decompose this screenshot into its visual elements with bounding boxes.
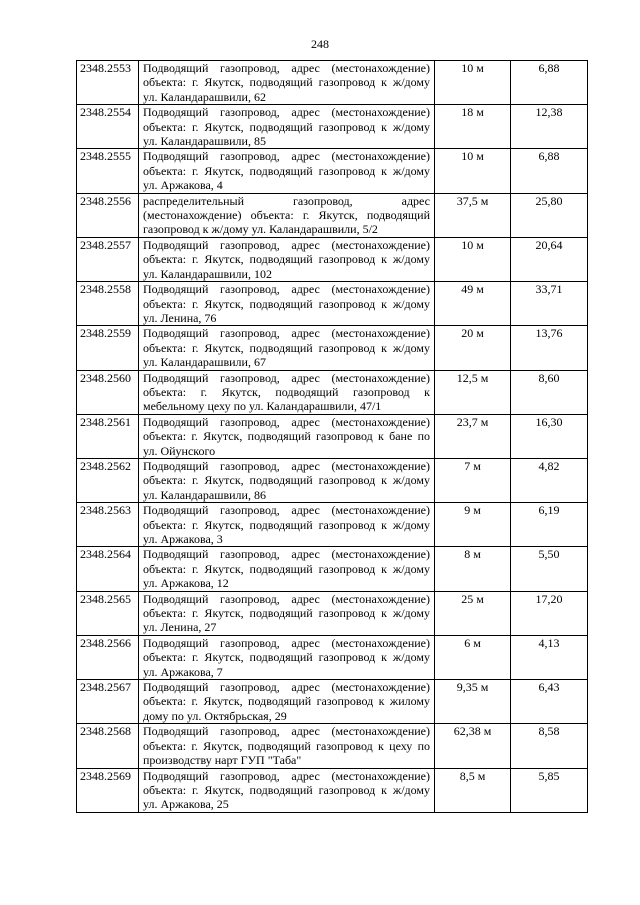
row-cost: 5,50 [511, 547, 588, 591]
row-number: 2348.2554 [77, 105, 139, 149]
row-description: Подводящий газопровод, адрес (местонахождение) объекта: г. Якутск, подводящий газопровод к ж/дому ул. Каландарашвили, 62 [139, 61, 435, 105]
row-length: 8 м [435, 547, 511, 591]
table-row [77, 237, 588, 281]
row-cost: 6,19 [511, 503, 588, 547]
table-row [77, 635, 588, 679]
table-row [77, 414, 588, 458]
row-cost: 6,88 [511, 61, 588, 105]
row-description: Подводящий газопровод, адрес (местонахождение) объекта: г. Якутск, подводящий газопровод к ж/дому ул. Каландарашвили, 67 [139, 326, 435, 370]
table-body [77, 61, 588, 813]
table-row [77, 61, 588, 105]
row-length: 9 м [435, 503, 511, 547]
row-cost: 13,76 [511, 326, 588, 370]
row-cost: 8,58 [511, 724, 588, 768]
row-cost: 17,20 [511, 591, 588, 635]
row-cost: 5,85 [511, 768, 588, 812]
table-row [77, 193, 588, 237]
row-cost: 6,88 [511, 149, 588, 193]
row-description: Подводящий газопровод, адрес (местонахождение) объекта: г. Якутск, подводящий газопровод к ж/дому ул. Аржакова, 7 [139, 635, 435, 679]
row-cost: 33,71 [511, 282, 588, 326]
row-number: 2348.2553 [77, 61, 139, 105]
table-row [77, 503, 588, 547]
row-cost: 6,43 [511, 680, 588, 724]
row-length: 9,35 м [435, 680, 511, 724]
row-length: 62,38 м [435, 724, 511, 768]
row-length: 25 м [435, 591, 511, 635]
row-cost: 12,38 [511, 105, 588, 149]
row-number: 2348.2557 [77, 237, 139, 281]
row-number: 2348.2559 [77, 326, 139, 370]
row-length: 37,5 м [435, 193, 511, 237]
row-cost: 8,60 [511, 370, 588, 414]
row-number: 2348.2568 [77, 724, 139, 768]
row-cost: 4,82 [511, 458, 588, 502]
row-description: Подводящий газопровод, адрес (местонахождение) объекта: г. Якутск, подводящий газопровод к жилому дому по ул. Октябрьская, 29 [139, 680, 435, 724]
row-number: 2348.2556 [77, 193, 139, 237]
table-row [77, 680, 588, 724]
row-number: 2348.2562 [77, 458, 139, 502]
row-description: Подводящий газопровод, адрес (местонахождение) объекта: г. Якутск, подводящий газопровод к ж/дому ул. Ленина, 27 [139, 591, 435, 635]
row-description: Подводящий газопровод, адрес (местонахождение) объекта: г. Якутск, подводящий газопровод к ж/дому ул. Ленина, 76 [139, 282, 435, 326]
row-length: 12,5 м [435, 370, 511, 414]
row-length: 10 м [435, 237, 511, 281]
row-number: 2348.2560 [77, 370, 139, 414]
row-length: 10 м [435, 149, 511, 193]
row-description: Подводящий газопровод, адрес (местонахождение) объекта: г. Якутск, подводящий газопровод к ж/дому ул. Аржакова, 25 [139, 768, 435, 812]
row-cost: 16,30 [511, 414, 588, 458]
row-number: 2348.2569 [77, 768, 139, 812]
row-cost: 25,80 [511, 193, 588, 237]
table-row [77, 724, 588, 768]
table-row [77, 768, 588, 812]
table-row [77, 282, 588, 326]
row-length: 6 м [435, 635, 511, 679]
row-number: 2348.2561 [77, 414, 139, 458]
row-description: Подводящий газопровод, адрес (местонахождение) объекта: г. Якутск, подводящий газопровод к цеху по производству нарт ГУП "Таба" [139, 724, 435, 768]
row-cost: 20,64 [511, 237, 588, 281]
table-row [77, 326, 588, 370]
row-length: 18 м [435, 105, 511, 149]
row-length: 8,5 м [435, 768, 511, 812]
row-description: Подводящий газопровод, адрес (местонахождение) объекта: г. Якутск, подводящий газопровод к ж/дому ул. Аржакова, 3 [139, 503, 435, 547]
row-description: распределительный газопровод, адрес (местонахождение) объекта: г. Якутск, подводящий газопровод к ж/дому ул. Каландарашвили, 5/2 [139, 193, 435, 237]
table-row [77, 591, 588, 635]
row-description: Подводящий газопровод, адрес (местонахождение) объекта: г. Якутск, подводящий газопровод к ж/дому ул. Каландарашвили, 102 [139, 237, 435, 281]
property-registry-table [76, 60, 588, 813]
row-length: 7 м [435, 458, 511, 502]
page-number: 248 [311, 37, 329, 51]
row-description: Подводящий газопровод, адрес (местонахождение) объекта: г. Якутск, подводящий газопровод к мебельному цеху по ул. Каландарашвили, 47/1 [139, 370, 435, 414]
table-row [77, 370, 588, 414]
row-number: 2348.2555 [77, 149, 139, 193]
row-cost: 4,13 [511, 635, 588, 679]
row-number: 2348.2558 [77, 282, 139, 326]
row-length: 23,7 м [435, 414, 511, 458]
row-description: Подводящий газопровод, адрес (местонахождение) объекта: г. Якутск, подводящий газопровод к ж/дому ул. Каландарашвили, 86 [139, 458, 435, 502]
row-description: Подводящий газопровод, адрес (местонахождение) объекта: г. Якутск, подводящий газопровод к ж/дому ул. Аржакова, 4 [139, 149, 435, 193]
row-number: 2348.2563 [77, 503, 139, 547]
row-length: 49 м [435, 282, 511, 326]
table-row [77, 458, 588, 502]
row-description: Подводящий газопровод, адрес (местонахождение) объекта: г. Якутск, подводящий газопровод к бане по ул. Ойунского [139, 414, 435, 458]
table-row [77, 547, 588, 591]
row-number: 2348.2565 [77, 591, 139, 635]
row-number: 2348.2564 [77, 547, 139, 591]
row-number: 2348.2567 [77, 680, 139, 724]
row-number: 2348.2566 [77, 635, 139, 679]
table-row [77, 105, 588, 149]
table-row [77, 149, 588, 193]
row-length: 10 м [435, 61, 511, 105]
row-description: Подводящий газопровод, адрес (местонахождение) объекта: г. Якутск, подводящий газопровод к ж/дому ул. Каландарашвили, 85 [139, 105, 435, 149]
row-length: 20 м [435, 326, 511, 370]
row-description: Подводящий газопровод, адрес (местонахождение) объекта: г. Якутск, подводящий газопровод к ж/дому ул. Аржакова, 12 [139, 547, 435, 591]
